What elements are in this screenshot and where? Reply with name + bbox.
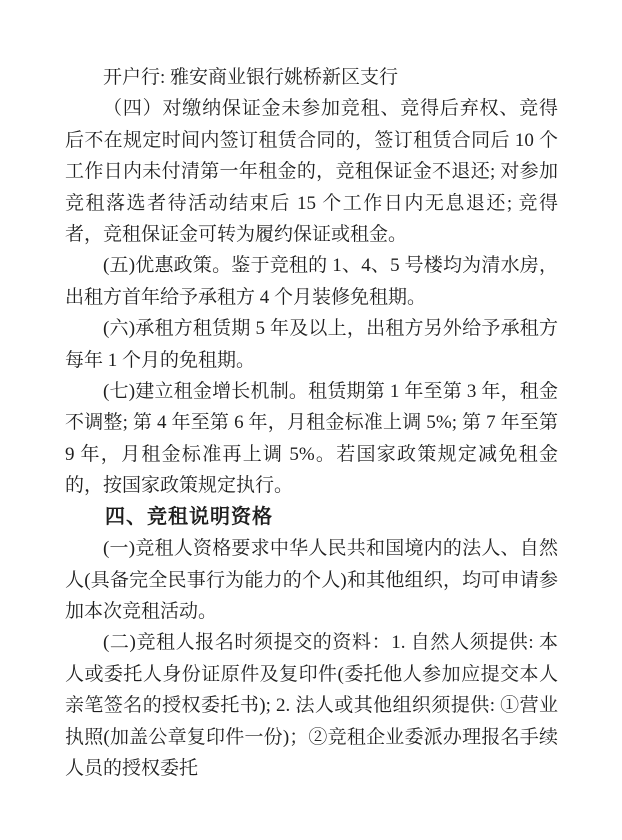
document-text-block [65,62,558,784]
doc-para-item-6-rent-free-period: (六)承租方租赁期 5 年及以上，出租方另外给予承租方每年 1 个月的免租期。 [65,318,558,371]
doc-para-item-7-rent-increase-mechanism: (七)建立租金增长机制。租赁期第 1 年至第 3 年，租金不调整; 第 4 年至第 6 年，月租金标准上调 5%; 第 7 年至第 9 年，月租金标准再上调 5%。若国家政策规定减免租金的，按国家政策规定执行。 [65,381,558,497]
doc-heading-section-4-qualification: 四、竞租说明资格 [105,505,273,528]
doc-para-sec4-item-1-bidder-eligibility: (一)竞租人资格要求中华人民共和国境内的法人、自然人(具备完全民事行为能力的个人)和其他组织，均可申请参加本次竞租活动。 [65,538,558,622]
doc-para-sec4-item-2-registration-materials: (二)竞租人报名时须提交的资料：1. 自然人须提供: 本人或委托人身份证原件及复印件(委托他人参加应提交本人亲笔签名的授权委托书); 2. 法人或其他组织须提供: ①营业执照(加盖公章复印件一份)；②竞租企业委派办理报名手续人员的授权委托 [65,632,558,779]
doc-line-bank-branch: 开户行: 雅安商业银行姚桥新区支行 [103,67,399,88]
doc-para-item-4-deposit-rules: （四）对缴纳保证金未参加竞租、竞得后弃权、竞得后不在规定时间内签订租赁合同的，签订租赁合同后 10 个工作日内未付清第一年租金的，竞租保证金不退还; 对参加竞租落选者待活动结束后 15 个工作日内无息退还; 竞得者，竞租保证金可转为履约保证或租金。 [65,98,558,246]
doc-para-item-5-preferential-policy: (五)优惠政策。鉴于竞租的 1、4、5 号楼均为清水房，出租方首年给予承租方 4 个月装修免租期。 [65,255,558,308]
